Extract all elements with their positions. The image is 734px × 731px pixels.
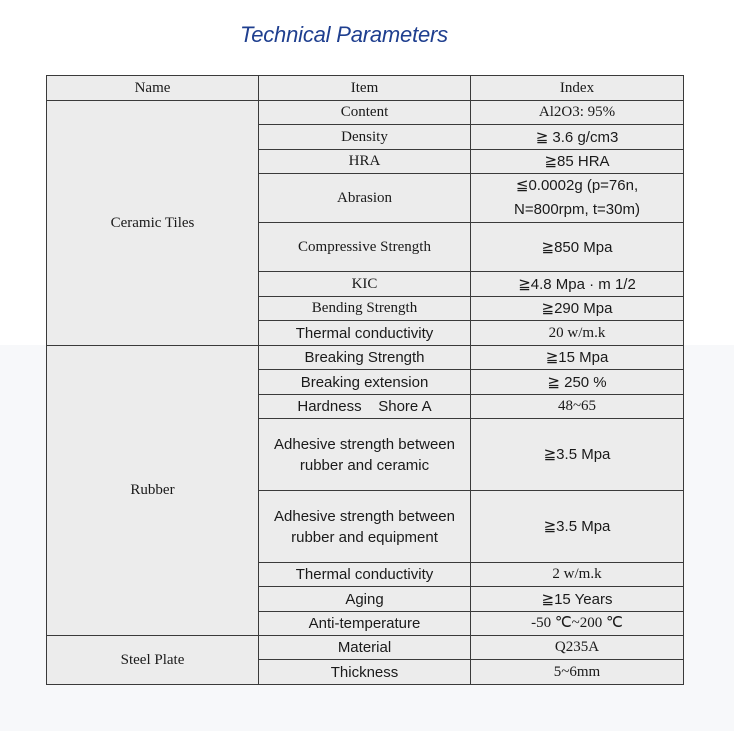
group-name-ceramic: Ceramic Tiles <box>47 101 259 346</box>
index-cell: ≧ 3.6 g/cm3 <box>471 125 684 150</box>
index-cell: ≧15 Mpa <box>471 346 684 370</box>
item-cell: Density <box>259 125 471 150</box>
page-title: Technical Parameters <box>240 22 448 47</box>
index-cell: ≧3.5 Mpa <box>471 491 684 563</box>
item-cell <box>259 491 471 563</box>
item-cell: Bending Strength <box>259 297 471 321</box>
group-name-rubber: Rubber <box>47 346 259 636</box>
index-cell: ≧ 250 % <box>471 370 684 395</box>
item-cell: Breaking Strength <box>259 346 471 370</box>
index-cell <box>471 174 684 223</box>
index-cell: Al2O3: 95% <box>471 101 684 125</box>
item-cell: KIC <box>259 272 471 297</box>
index-cell: Q235A <box>471 636 684 660</box>
item-line: rubber and ceramic <box>299 456 430 474</box>
header-index: Index <box>471 76 684 101</box>
item-cell: Content <box>259 101 471 125</box>
index-cell: ≧4.8 Mpa · m 1/2 <box>471 272 684 297</box>
item-cell: Material <box>259 636 471 660</box>
index-cell: ≧290 Mpa <box>471 297 684 321</box>
item-cell: Thermal conductivity <box>259 563 471 587</box>
header-name: Name <box>47 76 259 101</box>
index-cell: 5~6mm <box>471 660 684 685</box>
item-cell: Aging <box>259 587 471 612</box>
header-item: Item <box>259 76 471 101</box>
table-row <box>47 101 684 125</box>
item-cell: Compressive Strength <box>259 223 471 272</box>
index-cell: ≧15 Years <box>471 587 684 612</box>
table-row <box>47 346 684 370</box>
index-cell: 48~65 <box>471 395 684 419</box>
item-cell: Hardness Shore A <box>259 395 471 419</box>
table-header-row <box>47 76 684 101</box>
index-line: N=800rpm, t=30m) <box>514 201 640 218</box>
index-cell: -50 ℃~200 ℃ <box>471 612 684 636</box>
item-cell: Breaking extension <box>259 370 471 395</box>
item-line: Adhesive strength between <box>274 435 455 453</box>
group-name-steel: Steel Plate <box>47 636 259 685</box>
item-cell: Abrasion <box>259 174 471 223</box>
item-cell <box>259 419 471 491</box>
item-cell: HRA <box>259 150 471 174</box>
parameters-table <box>46 75 684 685</box>
index-cell: 2 w/m.k <box>471 563 684 587</box>
item-cell: Thickness <box>259 660 471 685</box>
item-cell: Thermal conductivity <box>259 321 471 346</box>
index-cell: 20 w/m.k <box>471 321 684 346</box>
index-line: ≦0.0002g (p=76n, <box>515 177 639 194</box>
item-cell: Anti-temperature <box>259 612 471 636</box>
item-line: Adhesive strength between <box>274 507 455 525</box>
item-line: rubber and equipment <box>291 528 438 546</box>
table-row <box>47 636 684 660</box>
index-cell: ≧85 HRA <box>471 150 684 174</box>
index-cell: ≧850 Mpa <box>471 223 684 272</box>
index-cell: ≧3.5 Mpa <box>471 419 684 491</box>
